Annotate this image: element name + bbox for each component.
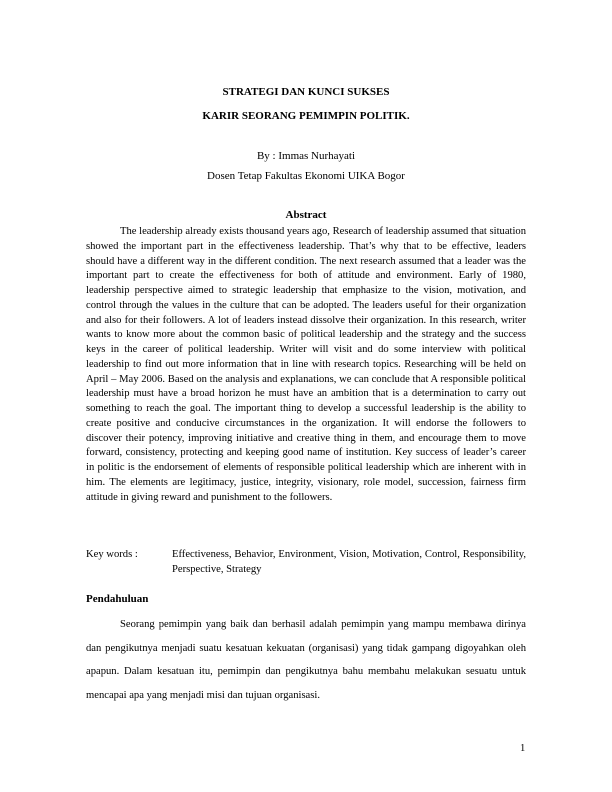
section-text: Seorang pemimpin yang baik dan berhasil adalah pemimpin yang mampu membawa dirinya dan pengikutnya menjadi suatu kesatuan kekuatan (organisasi) yang tidak gampang digoyahkan oleh apapun. Dalam kesatuan itu, pemimpin dan pengikutnya bahu membahu melakukan sesuatu untuk mencapai apa yang menjadi misi dan tujuan organisasi. [86, 619, 526, 701]
author-byline: By : Immas Nurhayati [256, 150, 356, 162]
page-number: 1 [520, 743, 526, 754]
abstract-body [86, 225, 526, 505]
abstract-text: The leadership already exists thousand years ago, Research of leadership assumed that situation showed the important part in the effectiveness leadership. That’s why that to be effective, leaders should have a different way in the different condition. The next research assumed that a leader was the important part to create the effectiveness for both of attitude and environment. Early of 1980, leadership perspective aimed to strategic leadership that emphasize to the vision, motivation, and control through the values in the culture that can be adopted. The leaders useful for their organization and also for their followers. A lot of leaders instead dissolve their organization. In this research, writer wants to know more about the common basic of political leadership and the strategy and the success keys in the career of political leadership. Writer will visit and do some interview with political leadership to find out more information that in line with research topics. Researching will be held on April – May 2006. Based on the analysis and explanations, we can conclude that A responsible political leadership must have a broad horizon he must have an ambition that is a determination to carry out something to reach the goal. The important thing to develop a successful leadership is the ability to create positive and conducive circumstances in the organization. It will endorse the followers to discover their potency, improving initiative and creative thing in them, and encourage them to move forward, consistency, protecting and keeping good name of institution. Key success of leader’s career in politic is the endorsement of elements of responsible political leadership which are inherent with in him. The elements are legitimacy, justice, integrity, visionary, role model, succession, fairness firm attitude in giving reward and punishment to the followers. [86, 226, 526, 503]
section-heading: Pendahuluan [86, 593, 149, 605]
paper-title-line-2: KARIR SEORANG PEMIMPIN POLITIK. [202, 110, 410, 122]
author-affiliation: Dosen Tetap Fakultas Ekonomi UIKA Bogor [207, 170, 405, 182]
keywords-label: Key words : [86, 549, 138, 560]
keywords [86, 548, 526, 577]
keywords-list: Effectiveness, Behavior, Environment, Vision, Motivation, Control, Responsibility, Perspective, Strategy [172, 549, 526, 575]
abstract-heading: Abstract [285, 209, 327, 221]
paper-title-line-1: STRATEGI DAN KUNCI SUKSES [222, 86, 390, 98]
section-body [86, 613, 526, 707]
